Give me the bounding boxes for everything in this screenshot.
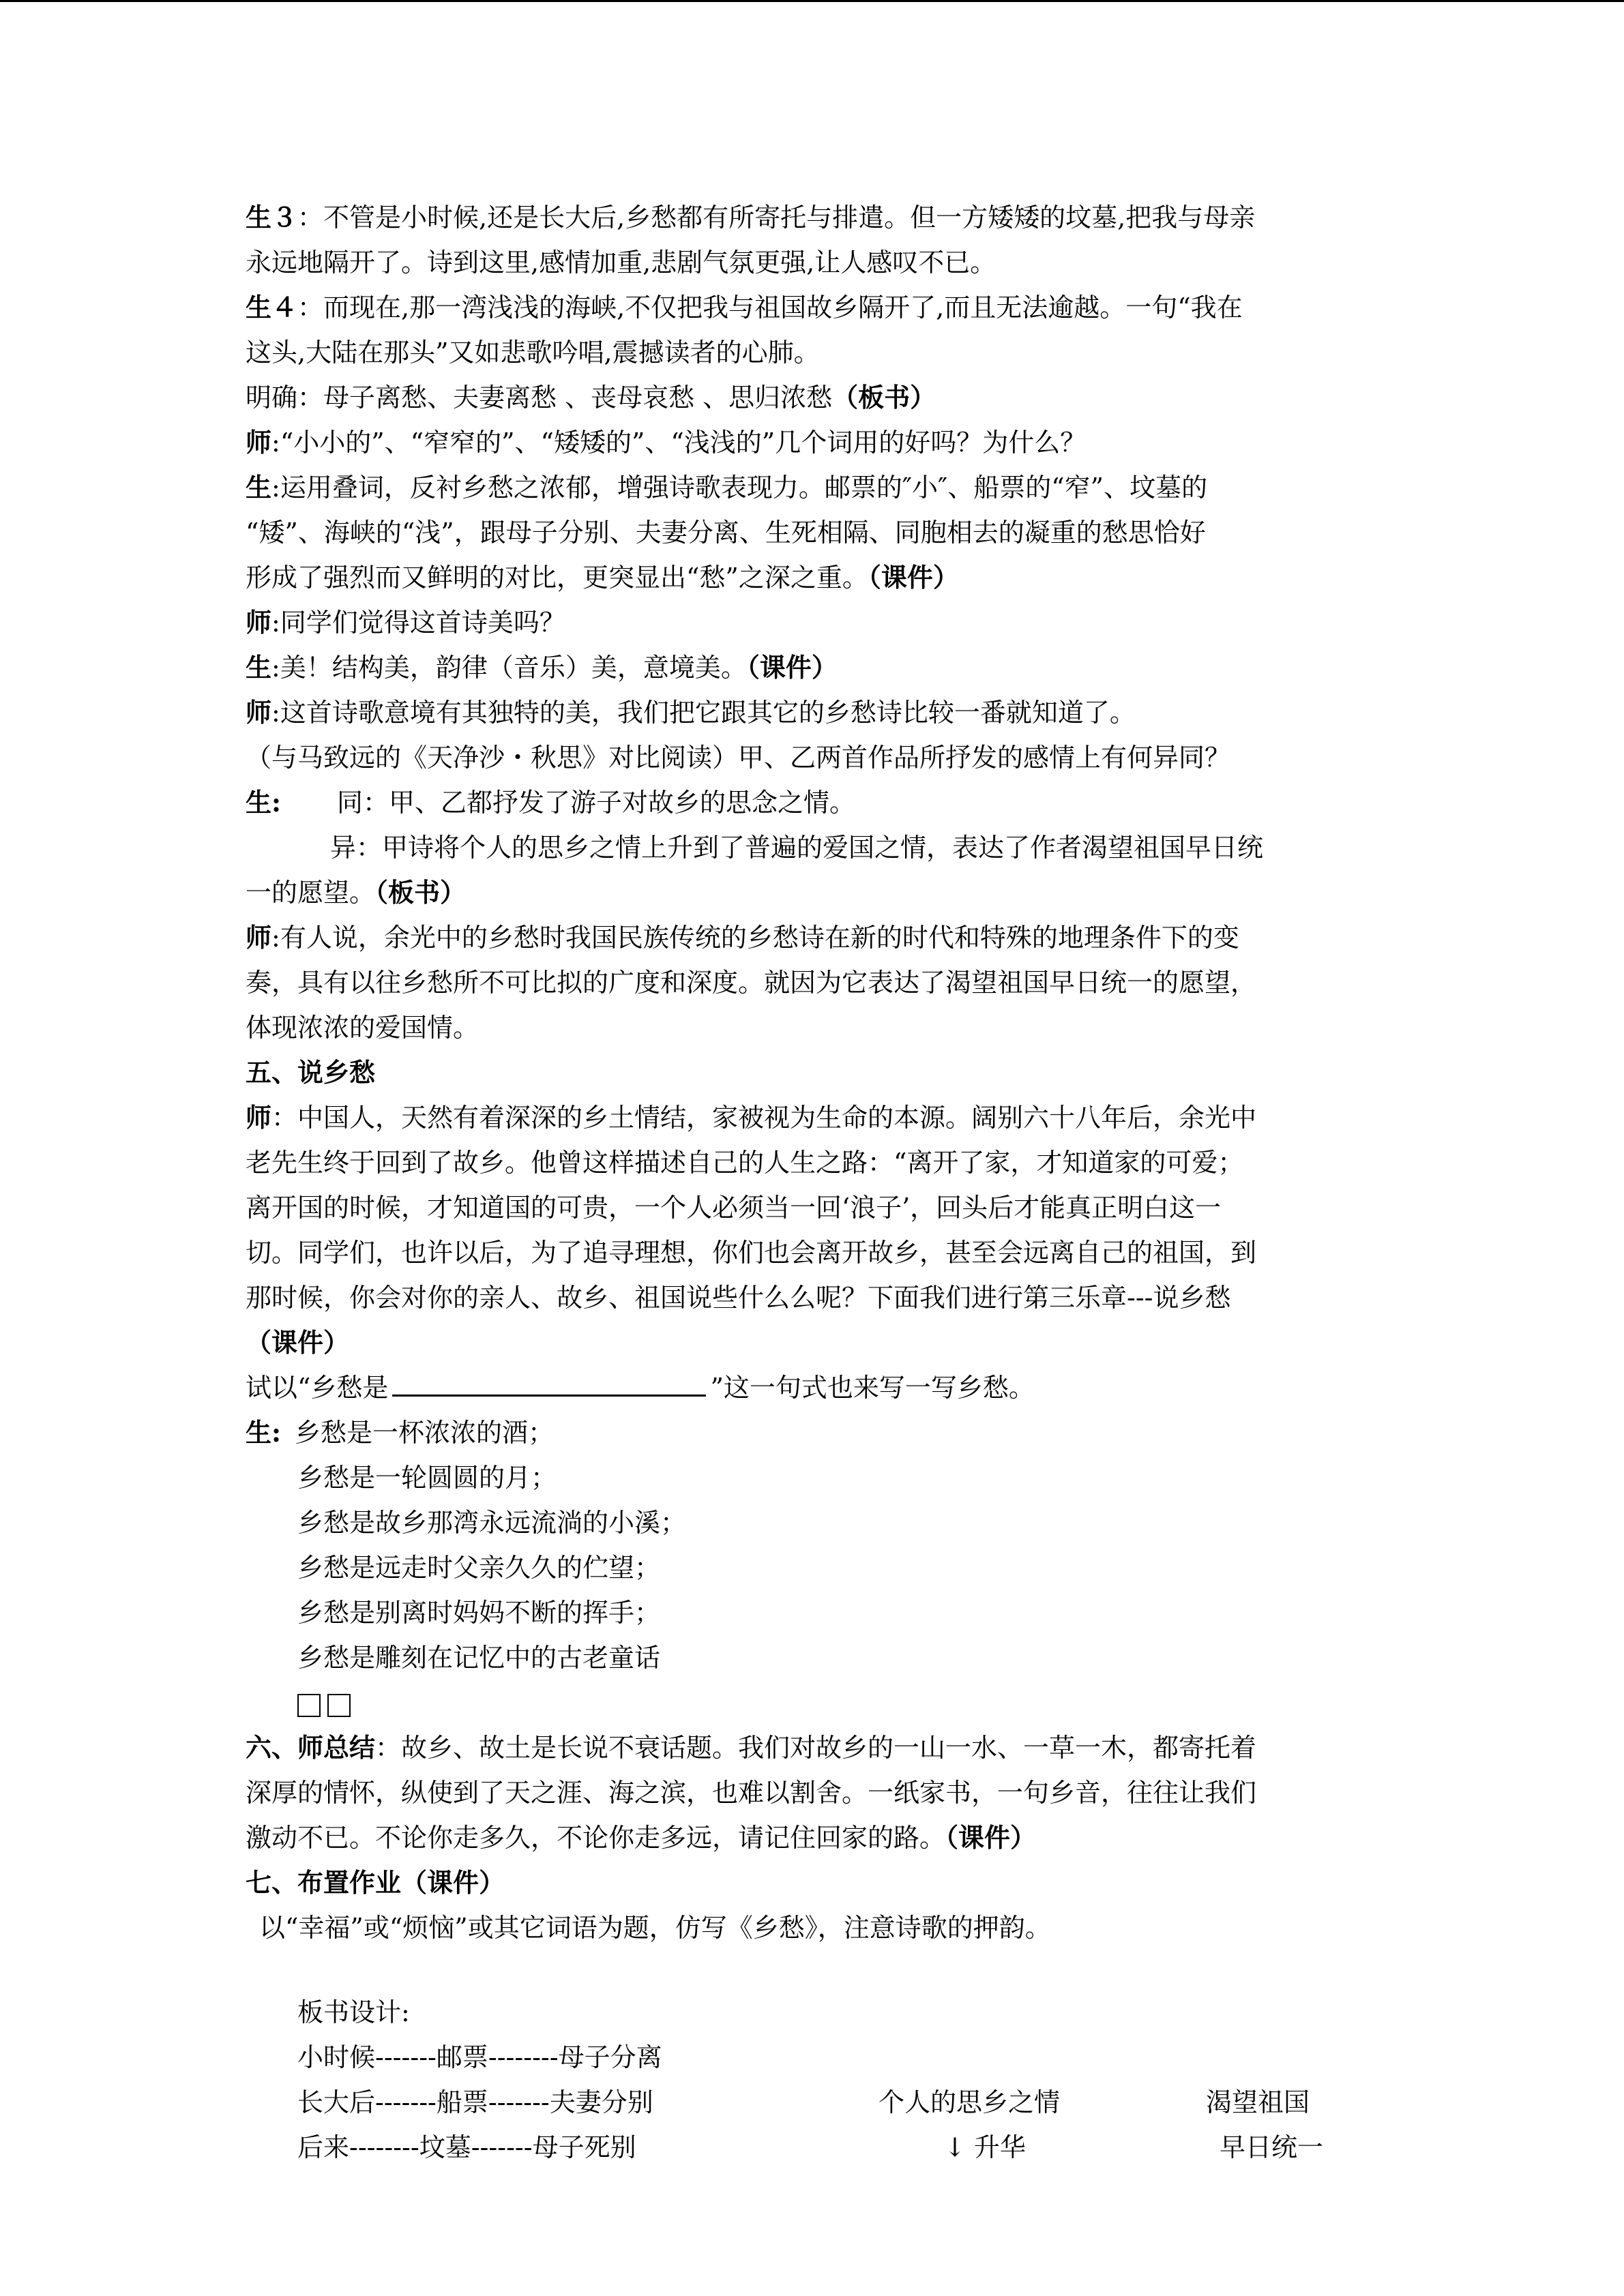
speaker-label: 生: <box>246 1417 282 1448</box>
para-homework: 以“幸福”或“烦恼”或其它词语为题，仿写《乡愁》，注意诗歌的押韵。 <box>259 1913 1051 1943</box>
para-text: :运用叠词，反衬乡愁之浓郁，增强诗歌表现力。邮票的″小″、船票的“窄”、坟墓的 <box>271 473 1208 503</box>
para-teacher-compare <box>246 690 1378 735</box>
speaker-label: 师 <box>246 697 272 728</box>
board-row-text: 长大后-------船票-------夫妻分别 <box>297 2087 653 2117</box>
para-compare-reading: （与马致远的《天净沙・秋思》对比阅读）甲、乙两首作品所抒发的感情上有何异同？ <box>246 743 1231 773</box>
para-teacher-homesick-4: 切。同学们，也许以后，为了追寻理想，你们也会离开故乡，甚至会远离自己的祖国，到 <box>246 1238 1257 1268</box>
speaker-label: 生: <box>246 787 282 818</box>
para-student-answer-end <box>246 555 1378 600</box>
para-teacher-ask <box>246 600 1378 645</box>
para-text: :同学们觉得这首诗美吗？ <box>271 608 565 638</box>
board-right-text: 渴望祖国 <box>1206 2087 1310 2117</box>
para-teacher-homesick-3: 离开国的时候，才知道国的可贵，一个人必须当一回‘浪子’，回头后才能真正明白这一 <box>246 1193 1222 1223</box>
spacer <box>246 1950 1378 1990</box>
board-row-3 <box>246 2125 1378 2170</box>
board-mid-text: 个人的思乡之情 <box>879 2087 1061 2117</box>
para-text: 激动不已。不论你走多久，不论你走多远，请记住回家的路。 <box>246 1823 946 1853</box>
speaker-label: 师 <box>246 427 272 458</box>
para-text: :“小小的”、“窄窄的”、“矮矮的”、“浅浅的”几个词用的好吗？为什么？ <box>271 428 1087 458</box>
para-teacher-comment-end: 体现浓浓的爱国情。 <box>246 1013 479 1043</box>
para-teacher-question <box>246 420 1378 465</box>
para-teacher-homesick <box>246 1095 1378 1140</box>
section-heading-7: 七、布置作业（课件） <box>246 1867 505 1898</box>
poem-line: 乡愁是一轮圆圆的月； <box>297 1463 557 1493</box>
para-student3-cont: 永远地隔开了。诗到这里,感情加重,悲剧气氛更强,让人感叹不已。 <box>246 248 996 278</box>
para-student-answer <box>246 465 1378 510</box>
courseware-tag: （课件） <box>945 1822 1037 1853</box>
para-text: ：故乡、故土是长说不衰话题。我们对故乡的一山一水、一草一木，都寄托着 <box>375 1733 1257 1763</box>
board-row-1 <box>246 2035 1378 2080</box>
speaker-label: 生 <box>246 652 272 683</box>
para-student-diff: 异：甲诗将个人的思乡之情上升到了普遍的爱国之情，表达了作者渴望祖国早日统 <box>330 833 1264 863</box>
fill-blank-suffix: ”这一句式也来写一写乡愁。 <box>710 1373 1035 1403</box>
para-clarify <box>246 375 1378 420</box>
speaker-label: 师 <box>246 607 272 638</box>
para-text: 明确：母子离愁、夫妻离愁 、丧母哀愁 、思归浓愁 <box>246 383 833 413</box>
para-teacher-homesick-5: 那时候，你会对你的亲人、故乡、祖国说些什么么呢？下面我们进行第三乐章---说乡愁 <box>246 1283 1231 1313</box>
para-student-beauty <box>246 645 1378 690</box>
missing-glyph-box <box>297 1694 321 1717</box>
para-text: :有人说，余光中的乡愁时我国民族传统的乡愁诗在新的时代和特殊的地理条件下的变 <box>271 923 1239 953</box>
para-text: 一的愿望。 <box>246 878 376 908</box>
speaker-label: 生 <box>246 472 272 503</box>
top-border-line <box>0 0 1624 2</box>
board-right-text: 早日统一 <box>1220 2132 1324 2162</box>
para-teacher-comment-cont: 奏，具有以往乡愁所不可比拟的广度和深度。就因为它表达了渴望祖国早日统一的愿望， <box>246 968 1257 998</box>
para-student-poem <box>246 1410 1378 1455</box>
para-teacher-comment <box>246 915 1378 960</box>
para-summary-cont: 深厚的情怀，纵使到了天之涯、海之滨，也难以割舍。一纸家书，一句乡音，往往让我们 <box>246 1778 1257 1808</box>
board-row-text: 后来--------坟墓-------母子死别 <box>297 2132 636 2162</box>
speaker-label: 师 <box>246 922 272 953</box>
board-row-2 <box>246 2080 1378 2125</box>
board-tag: （板书） <box>832 382 936 413</box>
para-text: 同：甲、乙都抒发了游子对故乡的思念之情。 <box>337 788 856 818</box>
fill-blank-line <box>392 1369 706 1397</box>
para-teacher-homesick-2: 老先生终于回到了故乡。他曾这样描述自己的人生之路：“离开了家，才知道家的可爱； <box>246 1148 1244 1178</box>
para-text: ：不管是小时候,还是长大后,乡愁都有所寄托与排遣。但一方矮矮的坟墓,把我与母亲 <box>297 203 1256 233</box>
courseware-tag: （课件） <box>246 1327 350 1358</box>
poem-line: 乡愁是故乡那湾永远流淌的小溪； <box>297 1508 687 1538</box>
poem-line: 乡愁是别离时妈妈不断的挥手； <box>297 1598 661 1628</box>
courseware-tag: （课件） <box>746 652 838 683</box>
para-text: :美！结构美，韵律（音乐）美，意境美。 <box>271 653 747 683</box>
missing-glyph-box <box>327 1694 351 1717</box>
para-student-same <box>246 780 1378 825</box>
speaker-label: 师 <box>246 1102 272 1133</box>
para-student3 <box>246 195 1378 240</box>
para-text: ：而现在,那一湾浅浅的海峡,不仅把我与祖国故乡隔开了,而且无法逾越。一句“我在 <box>297 293 1243 323</box>
courseware-tag: （课件） <box>868 562 959 593</box>
section-heading-6 <box>246 1725 1378 1770</box>
board-tag: （板书） <box>375 877 467 908</box>
poem-line: 乡愁是一杯浓浓的酒； <box>295 1418 555 1448</box>
para-summary-end <box>246 1815 1378 1860</box>
document-page <box>246 195 1378 2170</box>
poem-line: 乡愁是远走时父亲久久的伫望； <box>297 1553 661 1583</box>
para-student-answer-cont: “矮”、海峡的“浅”，跟母子分别、夫妻分离、生死相隔、同胞相去的凝重的愁思恰好 <box>246 518 1206 548</box>
para-student-diff-end <box>246 870 1378 915</box>
section-heading-5: 五、说乡愁 <box>246 1057 376 1088</box>
para-text: 形成了强烈而又鲜明的对比，更突显出“愁”之深之重。 <box>246 563 868 593</box>
board-design-title: 板书设计: <box>297 1997 410 2027</box>
fill-blank-prefix: 试以“乡愁是 <box>246 1373 389 1403</box>
board-mid-text: ↓ 升华 <box>944 2132 1026 2162</box>
poem-line: 乡愁是雕刻在记忆中的古老童话 <box>297 1643 661 1673</box>
speaker-label: 生４ <box>246 292 298 323</box>
heading-label: 六、师总结 <box>246 1732 376 1763</box>
para-text: :这首诗歌意境有其独特的美，我们把它跟其它的乡愁诗比较一番就知道了。 <box>271 698 1136 728</box>
missing-glyph-boxes <box>246 1680 1378 1725</box>
para-fill-blank <box>246 1365 1378 1410</box>
para-text: ：中国人，天然有着深深的乡土情结，家被视为生命的本源。阔别六十八年后，余光中 <box>271 1103 1257 1133</box>
speaker-label: 生３ <box>246 202 298 233</box>
board-row-text: 小时候-------邮票--------母子分离 <box>297 2042 662 2072</box>
para-student4 <box>246 285 1378 330</box>
para-student4-cont: 这头,大陆在那头”又如悲歌吟唱,震撼读者的心肺。 <box>246 338 820 368</box>
